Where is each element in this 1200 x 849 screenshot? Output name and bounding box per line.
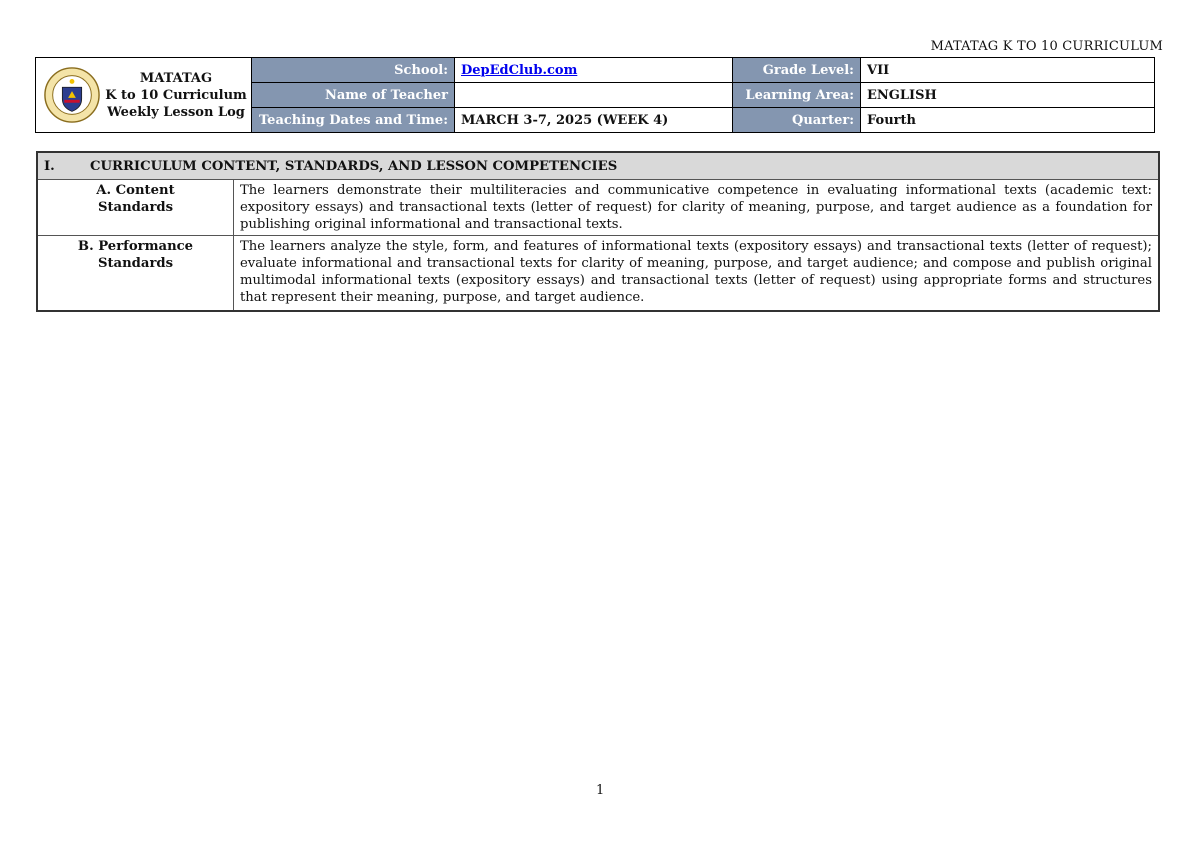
- logo-line-2: K to 10 Curriculum: [105, 87, 247, 103]
- teaching-dates-label: Teaching Dates and Time:: [252, 108, 455, 133]
- table-row: [37, 180, 1159, 236]
- section-number: I.: [44, 158, 55, 174]
- performance-standards-label: [37, 236, 234, 312]
- content-standards-label: [37, 180, 234, 236]
- content-standards-label-line-2: Standards: [97, 200, 174, 215]
- teacher-value: [455, 83, 733, 108]
- deped-seal-icon: [43, 66, 101, 124]
- teaching-dates-value: MARCH 3-7, 2025 (WEEK 4): [455, 108, 733, 133]
- quarter-value: Fourth: [861, 108, 1155, 133]
- section-heading: [37, 152, 1159, 180]
- school-value: [455, 58, 733, 83]
- teacher-label: Name of Teacher: [252, 83, 455, 108]
- grade-level-value: VII: [861, 58, 1155, 83]
- logo-line-3: Weekly Lesson Log: [107, 104, 245, 120]
- content-standards-text: The learners demonstrate their multiliteracies and communicative competence in evaluating informational texts (academic text: expository essays) and transactional texts (letter of request) for clarity of meaning, purpose, and target audience as a foundation for publishing original informational and transactional texts.: [234, 180, 1160, 236]
- curriculum-corner-title: MATATAG K TO 10 CURRICULUM: [930, 39, 1163, 54]
- logo-title: [101, 70, 251, 121]
- performance-standards-label-line-1: B. Performance: [77, 239, 194, 254]
- grade-level-label: Grade Level:: [733, 58, 861, 83]
- quarter-label: Quarter:: [733, 108, 861, 133]
- content-standards-label-line-1: A. Content: [96, 183, 175, 198]
- performance-standards-text: The learners analyze the style, form, and features of informational texts (expository essays) and transactional texts (letter of request); evaluate informational and transactional texts for clarity of meaning, purpose, and target audience; and compose and publish original multimodal informational texts (expository essays) and transactional texts (letter of request) using appropriate forms and structures that represent their meaning, purpose, and target audience.: [234, 236, 1160, 312]
- lesson-log-header-table: [35, 57, 1155, 133]
- logo-line-1: MATATAG: [139, 70, 213, 86]
- page-number: 1: [596, 783, 605, 798]
- section-title: CURRICULUM CONTENT, STANDARDS, AND LESSON COMPETENCIES: [90, 158, 618, 174]
- curriculum-content-table: [36, 151, 1160, 312]
- learning-area-label: Learning Area:: [733, 83, 861, 108]
- school-label: School:: [252, 58, 455, 83]
- performance-standards-label-line-2: Standards: [97, 256, 174, 271]
- learning-area-value: ENGLISH: [861, 83, 1155, 108]
- table-row: [37, 236, 1159, 312]
- logo-cell: [36, 58, 252, 133]
- school-link[interactable]: DepEdClub.com: [461, 62, 578, 78]
